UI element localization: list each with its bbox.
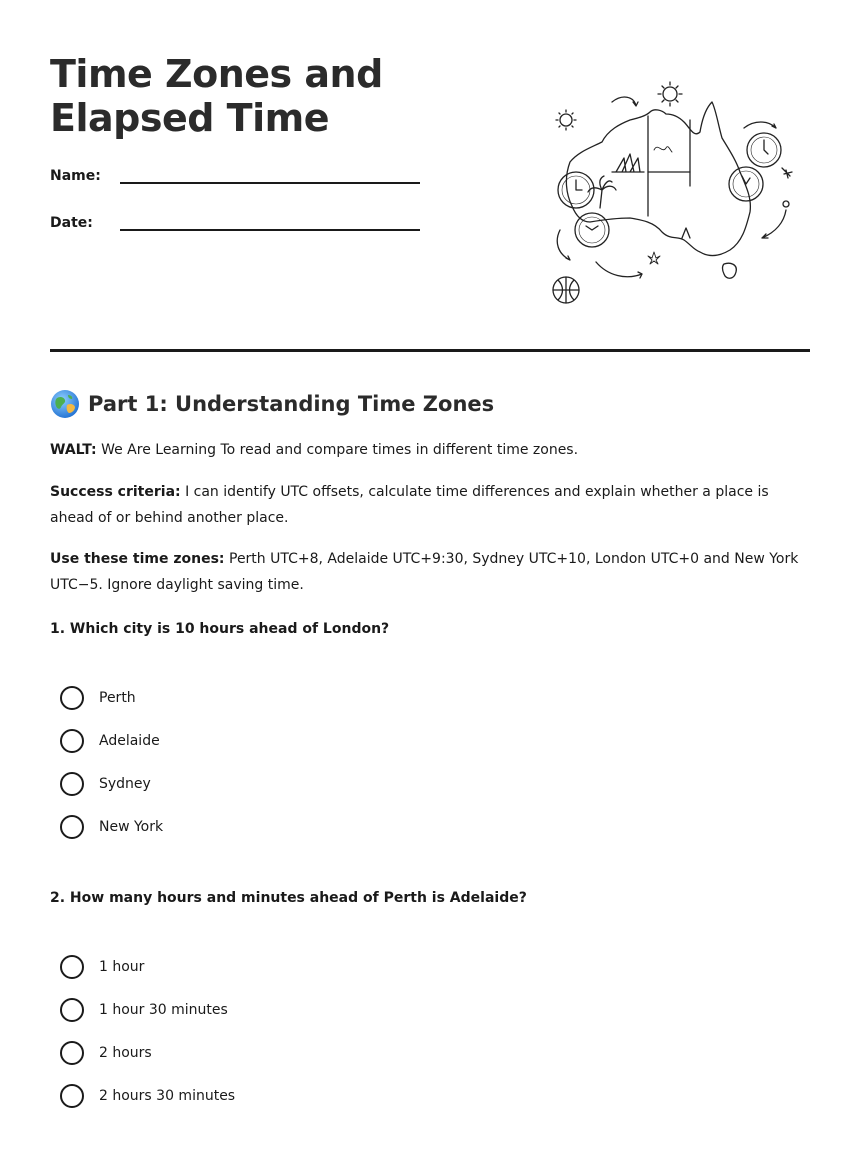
mountain-icon xyxy=(682,228,690,238)
sun-icon-top xyxy=(658,82,682,106)
plane-icon xyxy=(782,168,792,178)
option-label: Perth xyxy=(99,689,136,706)
clock-icon-top-right xyxy=(747,133,781,167)
option-label: Adelaide xyxy=(99,732,160,749)
small-globe-icon xyxy=(553,277,579,303)
question-1-options xyxy=(60,676,163,848)
walt-label: WALT: xyxy=(50,442,97,458)
question-2: 2. How many hours and minutes ahead of Perth is Adelaide? xyxy=(50,890,527,906)
clock-icon-bottom-left xyxy=(575,213,609,247)
success-criteria-text: I can identify UTC offsets, calculate time differences and explain whether a place is ahead of or behind another place. xyxy=(50,484,769,526)
success-criteria-paragraph xyxy=(50,479,810,531)
radio-button[interactable] xyxy=(60,1084,84,1108)
option-label: New York xyxy=(99,818,164,835)
date-input-line[interactable] xyxy=(120,213,420,231)
tasmania-outline xyxy=(723,263,737,278)
question-1: 1. Which city is 10 hours ahead of London? xyxy=(50,621,390,637)
question-2-option[interactable] xyxy=(60,1074,235,1117)
radio-button[interactable] xyxy=(60,998,84,1022)
arrow-icon-top xyxy=(612,97,638,106)
opera-house-icon xyxy=(612,154,644,172)
radio-button[interactable] xyxy=(60,1041,84,1065)
arrow-icon-left xyxy=(557,230,570,260)
option-label: 1 hour 30 minutes xyxy=(99,1001,228,1018)
question-1-option[interactable] xyxy=(60,762,163,805)
name-label: Name: xyxy=(50,168,101,184)
question-2-option[interactable] xyxy=(60,945,235,988)
question-1-option[interactable] xyxy=(60,719,163,762)
radio-button[interactable] xyxy=(60,686,84,710)
success-criteria-label: Success criteria: xyxy=(50,484,181,500)
option-label: 2 hours xyxy=(99,1044,152,1061)
part-1-section xyxy=(50,388,810,420)
spark-icon xyxy=(783,201,789,207)
date-label: Date: xyxy=(50,215,93,231)
question-1-option[interactable] xyxy=(60,805,163,848)
worksheet-title: Time Zones and Elapsed Time xyxy=(50,52,383,140)
question-1-option[interactable] xyxy=(60,676,163,719)
time-zones-text: Perth UTC+8, Adelaide UTC+9:30, Sydney UTC+10, London UTC+0 and New York UTC−5. Ignore daylight saving time. xyxy=(50,551,799,593)
globe-icon xyxy=(50,389,80,419)
date-field[interactable] xyxy=(50,213,420,231)
arrow-icon-right-top xyxy=(744,122,776,128)
question-2-option[interactable] xyxy=(60,1031,235,1074)
flight-path-scribble xyxy=(654,147,672,152)
time-zones-paragraph xyxy=(50,546,810,598)
option-label: 2 hours 30 minutes xyxy=(99,1087,236,1104)
walt-paragraph xyxy=(50,437,810,463)
option-label: 1 hour xyxy=(99,958,145,975)
section-divider xyxy=(50,349,810,352)
australia-outline xyxy=(566,102,750,256)
option-label: Sydney xyxy=(99,775,151,792)
clock-icon-right xyxy=(729,167,763,201)
star-icon xyxy=(648,252,660,264)
question-2-options xyxy=(60,945,235,1117)
sun-icon-left xyxy=(556,110,576,130)
radio-button[interactable] xyxy=(60,729,84,753)
arrow-icon-right xyxy=(762,210,786,238)
part-1-title: Part 1: Understanding Time Zones xyxy=(88,392,495,416)
radio-button[interactable] xyxy=(60,772,84,796)
name-input-line[interactable] xyxy=(120,166,420,184)
australia-map-illustration xyxy=(550,80,800,310)
radio-button[interactable] xyxy=(60,955,84,979)
time-zones-label: Use these time zones: xyxy=(50,551,225,567)
arrow-icon-bottom xyxy=(596,262,642,278)
part-1-heading xyxy=(50,388,810,420)
question-2-option[interactable] xyxy=(60,988,235,1031)
radio-button[interactable] xyxy=(60,815,84,839)
walt-text: We Are Learning To read and compare times in different time zones. xyxy=(96,442,579,458)
name-field[interactable] xyxy=(50,166,420,184)
